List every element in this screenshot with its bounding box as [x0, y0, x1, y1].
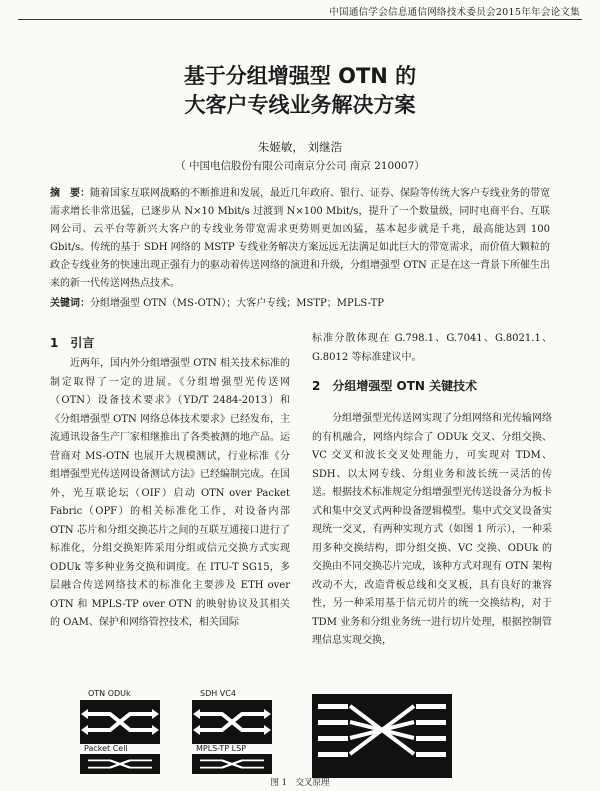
abstract-text: 随着国家互联网战略的不断推进和发展，最近几年政府、银行、证券、保险等传统大客户专线业务的带宽需求增长非常迅猛，已逐步从 N×10 Mbit/s 过渡到 N×100 Mbit/s，提升了一个数量级，同时电商平台、互联网公司、云平台等新兴大客户的专线业务带宽需求更势则更加凶猛，基本起步就是千兆，最高能达到 100 Gbit/s。传统的基于 SDH 网络的 MSTP 专线业务解决方案远远无法满足如此巨大的带宽需求，而价值大颗粒的政企专线业务的快速出现正强有力的驱动着传送网络的演进和升级，分组增强型 OTN 正是在这一背景下所催生出来的新一代传送网热点技术。 — [50, 188, 550, 289]
figure-caption: 图 1 交叉原理 — [270, 778, 330, 788]
authors: 朱姬敏， 刘继浩 — [257, 140, 343, 154]
section-2-heading: 2 分组增强型 OTN 关键技术 — [312, 379, 478, 393]
figure-label-otn: OTN ODUk — [88, 689, 131, 698]
header-rule — [18, 19, 582, 20]
title-line-1: 基于分组增强型 OTN 的 — [183, 64, 417, 88]
figure-label-packet: Packet Cell — [84, 744, 128, 753]
section-1-heading: 1 引言 — [50, 336, 95, 350]
running-head: 中国通信学会信息通信网络技术委员会2015年年会论文集 — [329, 7, 580, 18]
keywords-text: 分组增强型 OTN（MS-OTN）；大客户专线；MSTP；MPLS-TP — [90, 298, 384, 309]
section-1-paragraph: 近两年，国内外分组增强型 OTN 相关技术标准的制定取得了一定的进展。《分组增强型光传送网（OTN）设备技术要求》（YD/T 2484-2013）和《分组增强型 OTN 网络总体技术要求》已经发布，主流通讯设备生产厂家相继推出了各类被测的地产品。运营商对 MS-OTN 也展开大规模测试，行业标准《分组增强型光传送网设备测试方法》已经编制完成。在国外，光互联论坛（OIF）启动 OTN over Packet Fabric（OPF）的相关标准化工作，对设备内部 OTN 芯片和分组交换芯片之间的互联互通接口进行了标准化，分组交换矩阵采用分组或信元交换方式实现 ODUk 等多种业务交换和调度。在 ITU-T SG15，多层融合传送网络技术的标准化主要涉及 ETH over OTN 和 MPLS-TP over OTN 的映射协议及其相关的 OAM、保护和网络管控技术，相关国际 — [50, 358, 290, 628]
section-1-body — [50, 355, 290, 633]
figure-label-sdh: SDH VC4 — [200, 689, 236, 698]
keywords — [50, 294, 550, 309]
section-1-continuation — [312, 330, 552, 367]
packet-switch-diagram — [80, 754, 160, 774]
sdh-switch-diagram — [192, 700, 272, 744]
unified-switch-diagram — [312, 694, 452, 778]
otn-switch-diagram — [80, 700, 160, 744]
section-1-cont-paragraph: 标准分散体现在 G.798.1、G.7041、G.8021.1、G.8012 等标准建议中。 — [312, 333, 552, 363]
abstract — [50, 185, 550, 293]
section-2-body — [312, 410, 552, 651]
abstract-label: 摘 要： — [50, 188, 90, 199]
keywords-label: 关键词： — [50, 298, 90, 309]
figure-label-mpls: MPLS-TP LSP — [196, 744, 247, 753]
affiliation: （ 中国电信股份有限公司南京分公司 南京 210007） — [175, 160, 425, 172]
mpls-switch-diagram — [192, 754, 272, 774]
paper-title — [0, 62, 600, 120]
title-line-2: 大客户专线业务解决方案 — [184, 93, 416, 117]
section-2-paragraph: 分组增强型光传送网实现了分组网络和光传输网络的有机融合，网络内综合了 ODUk 交叉、分组交换、VC 交叉和波长交叉处理能力，可实现对 TDM、SDH、以太网专线、分组业务和波长统一灵活的传送。根据技术标准规定分组增强型光传送设备分为板卡式和集中交叉式两种设备逻辑模型。集中式交叉设备实现统一交叉，有两种实现方式（如图 1 所示），一种采用多种交换结构，即分组交换、VC 交换、ODUk 的交换由不同交换芯片完成，该种方式对现有 OTN 架构改动不大，改造背板总线和交叉板，具有良好的兼容性，另一种采用基于信元切片的统一交换结构，对于 TDM 业务和分组业务统一进行切片处理，根据控制管理信息实现交换， — [312, 413, 552, 646]
